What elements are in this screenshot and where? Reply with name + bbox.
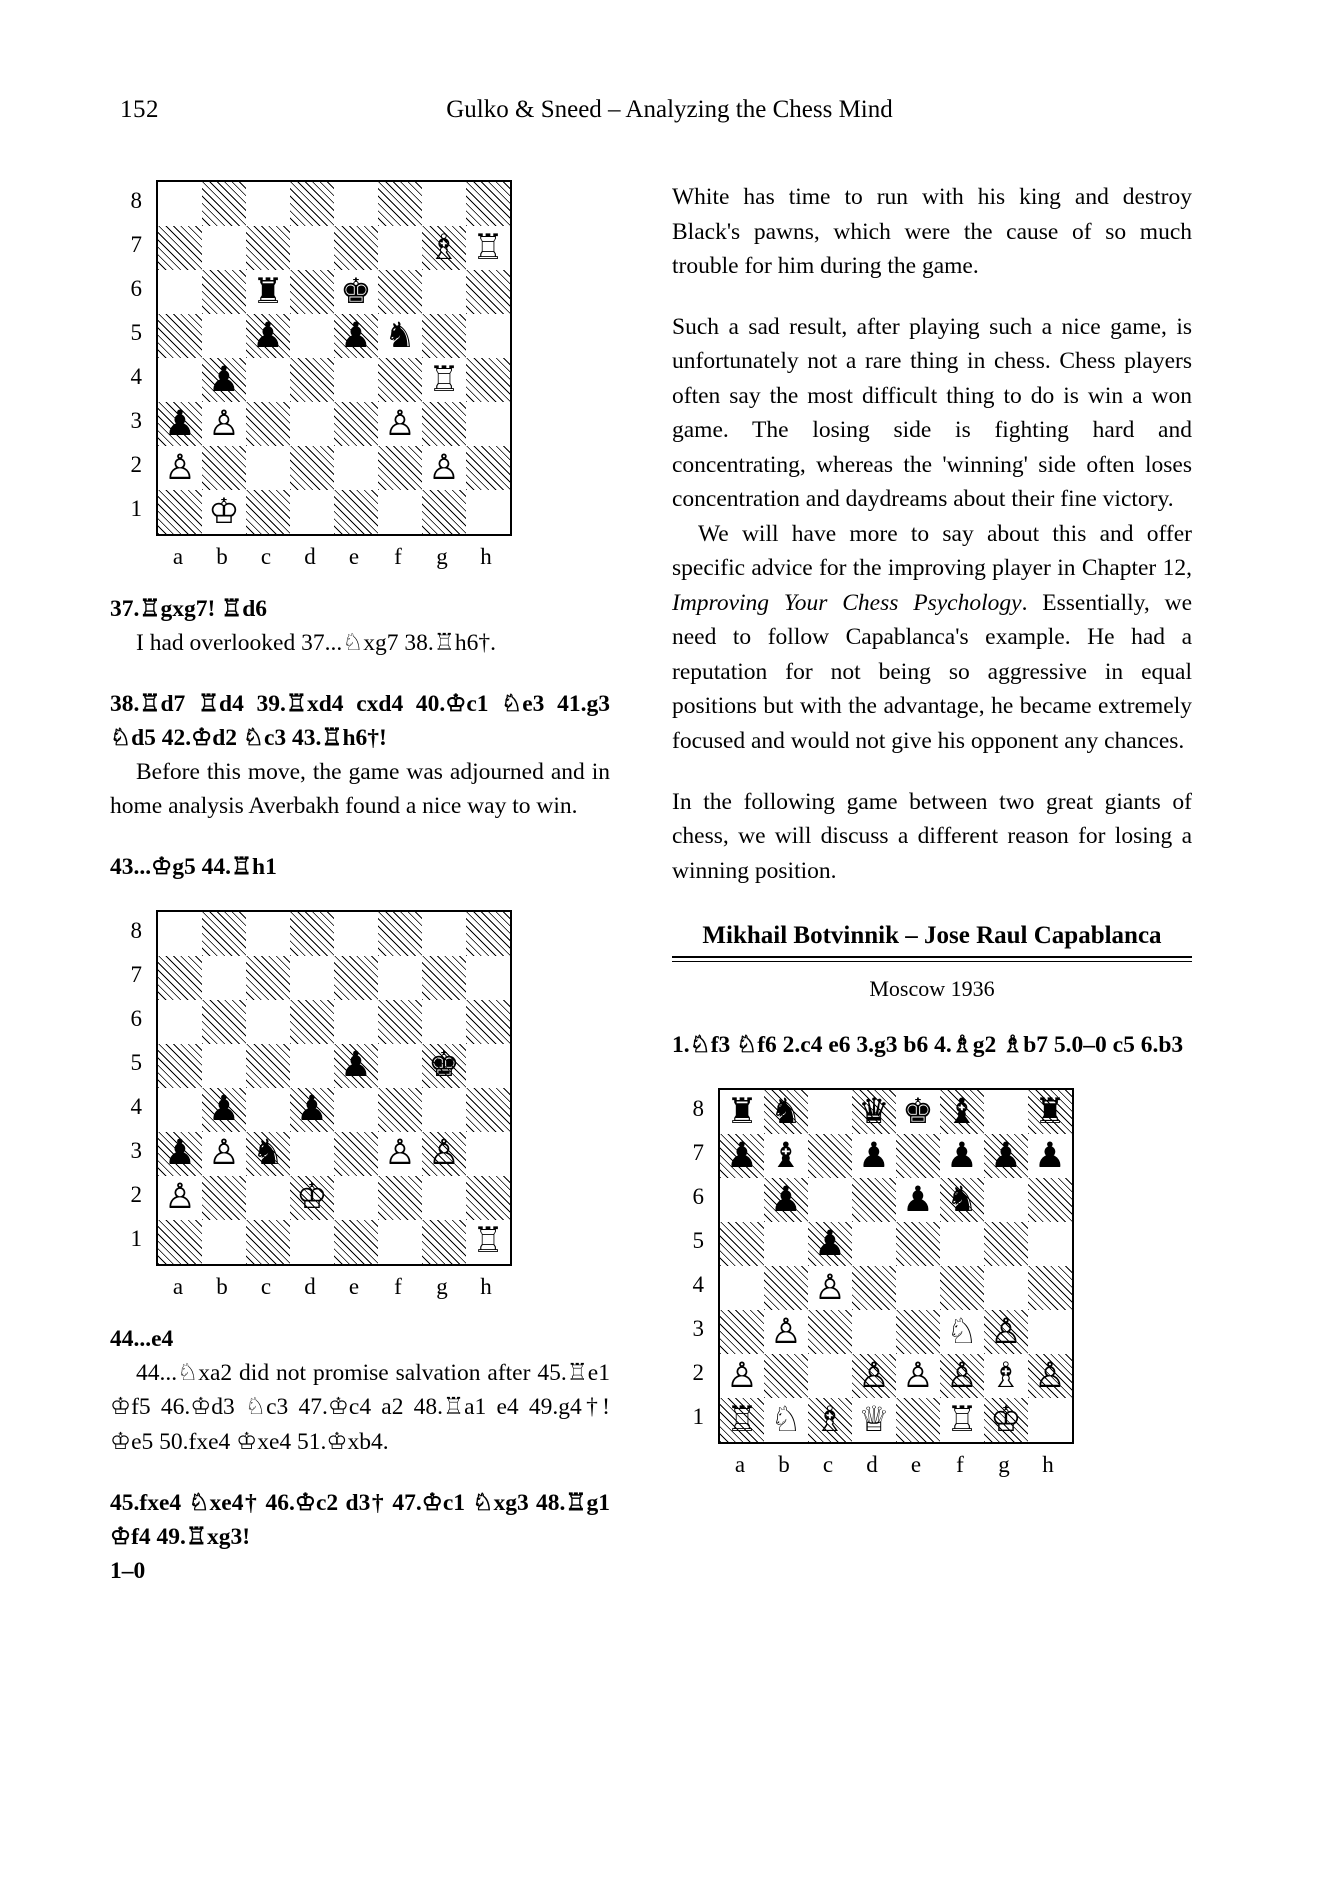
page-number: 152 [120,96,159,123]
square-f7 [378,956,422,1000]
square-a7 [158,226,202,270]
piece-black-c3: ♞ [252,1133,284,1174]
square-a5 [720,1222,764,1266]
square-b8 [202,182,246,226]
square-h6 [466,270,510,314]
rank-label-7: 7 [130,232,142,257]
right-paragraph-3-part-a: We will have more to say about this and offer specific advice for the improving player in Chapter 12, [672,520,1192,582]
square-e4 [334,358,378,402]
square-f1 [378,490,422,534]
rank-label-6: 6 [130,1005,142,1031]
square-d7 [290,956,334,1000]
square-d5 [852,1222,896,1266]
square-a6 [720,1178,764,1222]
square-d8 [290,912,334,956]
square-e7 [334,956,378,1000]
square-g8 [422,912,466,956]
square-a6 [158,1000,202,1044]
file-label-d: d [304,1273,316,1299]
piece-black-f8: ♝ [946,1091,978,1132]
piece-white-g2: ♙ [428,447,460,488]
piece-black-d7: ♟ [858,1135,890,1176]
square-c2 [246,1176,290,1220]
square-c3 [808,1310,852,1354]
piece-white-d2: ♔ [296,1177,328,1218]
square-b2 [202,1176,246,1220]
diagram-3-board [718,1088,1074,1444]
square-d8 [290,182,334,226]
file-label-d: d [866,1452,878,1478]
square-e1 [334,490,378,534]
square-g6 [422,270,466,314]
square-e6 [334,1000,378,1044]
piece-white-a2: ♙ [726,1355,758,1396]
file-label-g: g [436,1273,448,1299]
square-f4 [940,1266,984,1310]
rank-label-6: 6 [130,276,142,301]
piece-white-g2: ♗ [990,1355,1022,1396]
file-label-a: a [172,1273,184,1299]
square-h7 [466,956,510,1000]
rank-label-3: 3 [130,1137,142,1163]
square-g7 [422,956,466,1000]
file-label-e: e [348,544,360,569]
square-g6 [422,1000,466,1044]
square-c8 [246,912,290,956]
square-e8 [334,182,378,226]
right-paragraph-1: White has time to run with his king and destroy Black's pawns, which were the cause of so much trouble for him during the game. [672,184,1192,280]
square-f4 [378,358,422,402]
square-e2 [334,1176,378,1220]
move-line-38-43: 38.♖d7 ♖d4 39.♖xd4 cxd4 40.♔c1 ♘e3 41.g3 ♘d5 42.♔d2 ♘c3 43.♖h6†! [110,690,610,751]
square-a1 [158,490,202,534]
square-a4 [158,1088,202,1132]
square-c8 [246,182,290,226]
file-label-b: b [778,1452,790,1478]
square-f8 [378,182,422,226]
game-result: 1–0 [110,1557,146,1584]
square-h3 [466,402,510,446]
square-d5 [290,1044,334,1088]
square-b4 [764,1266,808,1310]
piece-white-g3: ♙ [428,1133,460,1174]
rank-label-1: 1 [130,496,142,521]
square-c2 [808,1354,852,1398]
diagram-2-board [156,910,512,1266]
page-header [0,96,1339,126]
square-e2 [334,446,378,490]
square-h5 [466,314,510,358]
rank-label-8: 8 [130,917,142,943]
square-h2 [466,446,510,490]
square-e3 [896,1310,940,1354]
square-a1 [158,1220,202,1264]
square-e8 [334,912,378,956]
right-column [672,180,1192,1484]
note-paragraph-1: I had overlooked 37...♘xg7 38.♖h6†. [136,630,496,657]
square-a7 [158,956,202,1000]
square-c5 [246,1044,290,1088]
piece-white-a1: ♖ [726,1399,758,1440]
square-a6 [158,270,202,314]
square-b1 [202,1220,246,1264]
square-b7 [202,226,246,270]
piece-white-f3: ♙ [384,403,416,444]
square-c1 [246,490,290,534]
move-line-43-44: 43...♔g5 44.♖h1 [110,853,277,880]
piece-white-a2: ♙ [164,447,196,488]
square-h1 [1028,1398,1072,1442]
right-paragraph-3 [672,517,1192,759]
square-d4 [852,1266,896,1310]
rank-label-6: 6 [692,1184,704,1210]
file-label-c: c [822,1452,834,1478]
piece-white-g4: ♖ [428,359,460,400]
book-chapter-title: Improving Your Chess Psychology [672,589,1022,616]
piece-black-c5: ♟ [252,315,284,356]
piece-white-h1: ♖ [472,1221,504,1262]
rank-label-3: 3 [130,408,142,433]
piece-black-e8: ♚ [902,1091,934,1132]
square-c4 [246,1088,290,1132]
square-a4 [158,358,202,402]
square-e4 [896,1266,940,1310]
move-line-44e4: 44...e4 [110,1325,174,1352]
piece-black-d8: ♛ [858,1091,890,1132]
move-line-37: 37.♖gxg7! ♖d6 [110,596,268,622]
square-e5 [896,1222,940,1266]
diagram-1-board [156,180,512,536]
square-h8 [466,912,510,956]
rank-label-5: 5 [130,1049,142,1075]
piece-black-d4: ♟ [296,1089,328,1130]
file-label-f: f [394,544,402,569]
square-c6 [808,1178,852,1222]
piece-black-b4: ♟ [208,359,240,400]
rank-label-5: 5 [130,320,142,345]
square-d1 [290,1220,334,1264]
square-b5 [202,314,246,358]
square-b5 [764,1222,808,1266]
piece-white-h2: ♙ [1034,1355,1066,1396]
file-label-a: a [734,1452,746,1478]
file-label-c: c [260,544,272,569]
piece-black-e5: ♟ [340,1045,372,1086]
piece-black-b7: ♝ [770,1135,802,1176]
square-d1 [290,490,334,534]
file-label-h: h [480,1273,492,1299]
rank-label-3: 3 [692,1316,704,1342]
rank-label-4: 4 [130,1093,142,1119]
square-a3 [720,1310,764,1354]
right-paragraph-3-part-b: . Essentially, we need to follow Capablanca's example. He had a reputation for not being so aggressive in equal positions but with the advantage, he became extremely focused and would not give his opponent any chances. [672,589,1193,754]
square-e1 [334,1220,378,1264]
piece-white-b3: ♙ [770,1311,802,1352]
piece-white-g7: ♗ [428,227,460,268]
piece-white-g3: ♙ [990,1311,1022,1352]
square-c7 [246,226,290,270]
square-c3 [246,402,290,446]
file-label-e: e [910,1452,922,1478]
square-d3 [290,402,334,446]
square-f8 [378,912,422,956]
file-label-b: b [216,1273,228,1299]
piece-white-f1: ♖ [946,1399,978,1440]
piece-white-a2: ♙ [164,1177,196,1218]
file-label-d: d [304,544,316,569]
square-f2 [378,1176,422,1220]
square-h1 [466,490,510,534]
square-e3 [334,1132,378,1176]
square-e3 [334,402,378,446]
square-h5 [1028,1222,1072,1266]
square-h8 [466,182,510,226]
piece-black-b8: ♞ [770,1091,802,1132]
square-g3 [422,402,466,446]
square-d6 [290,1000,334,1044]
file-label-f: f [394,1273,402,1299]
square-a8 [158,182,202,226]
piece-black-a3: ♟ [164,403,196,444]
piece-black-f6: ♞ [946,1179,978,1220]
square-h5 [466,1044,510,1088]
square-g5 [984,1222,1028,1266]
square-g1 [422,1220,466,1264]
square-d6 [852,1178,896,1222]
file-label-h: h [480,544,492,569]
note-paragraph-2: Before this move, the game was adjourned and in home analysis Averbakh found a nice way to win. [110,758,610,820]
piece-black-f5: ♞ [384,315,416,356]
piece-white-c1: ♗ [814,1399,846,1440]
square-a5 [158,1044,202,1088]
square-b8 [202,912,246,956]
piece-black-g7: ♟ [990,1135,1022,1176]
square-g6 [984,1178,1028,1222]
square-c7 [246,956,290,1000]
square-h2 [466,1176,510,1220]
square-f5 [378,1044,422,1088]
rank-label-8: 8 [130,188,142,213]
rank-label-7: 7 [692,1140,704,1166]
diagram-2 [110,910,512,1306]
square-b7 [202,956,246,1000]
file-label-a: a [172,544,184,569]
square-c7 [808,1134,852,1178]
square-d5 [290,314,334,358]
file-label-b: b [216,544,228,569]
square-e7 [896,1134,940,1178]
square-a5 [158,314,202,358]
piece-black-e6: ♚ [340,271,372,312]
square-f1 [378,1220,422,1264]
square-h4 [466,358,510,402]
square-f2 [378,446,422,490]
piece-black-e5: ♟ [340,315,372,356]
rank-label-2: 2 [130,452,142,477]
game-heading: Mikhail Botvinnik – Jose Raul Capablanca [702,922,1162,950]
square-g1 [422,490,466,534]
square-g8 [422,182,466,226]
square-d7 [290,226,334,270]
piece-white-g1: ♔ [990,1399,1022,1440]
piece-white-d1: ♕ [858,1399,890,1440]
square-h3 [466,1132,510,1176]
square-c6 [246,1000,290,1044]
rank-label-1: 1 [130,1225,142,1251]
piece-white-b1: ♘ [770,1399,802,1440]
diagram-1-wrapper [110,180,610,576]
file-label-c: c [260,1273,272,1299]
rank-label-1: 1 [692,1404,704,1430]
piece-white-f3: ♘ [946,1311,978,1352]
square-f6 [378,1000,422,1044]
square-d4 [290,358,334,402]
rank-label-5: 5 [692,1228,704,1254]
game-event-location: Moscow 1936 [869,976,995,1002]
rank-label-4: 4 [130,364,142,389]
piece-black-h8: ♜ [1034,1091,1066,1132]
diagram-2-wrapper [110,910,610,1306]
rank-label-2: 2 [692,1360,704,1386]
square-c8 [808,1090,852,1134]
piece-black-a3: ♟ [164,1133,196,1174]
piece-white-e2: ♙ [902,1355,934,1396]
square-e4 [334,1088,378,1132]
file-label-h: h [1042,1452,1054,1478]
piece-black-a7: ♟ [726,1135,758,1176]
piece-black-f7: ♟ [946,1135,978,1176]
left-column [110,180,610,1588]
piece-white-b3: ♙ [208,403,240,444]
square-b6 [202,1000,246,1044]
square-g5 [422,314,466,358]
piece-black-g5: ♚ [428,1045,460,1086]
file-label-g: g [436,544,448,569]
square-d2 [290,446,334,490]
right-paragraph-4: In the following game between two great giants of chess, we will discuss a different reason for losing a winning position. [672,788,1192,884]
square-c2 [246,446,290,490]
square-b2 [202,446,246,490]
square-h6 [1028,1178,1072,1222]
note-paragraph-3: 44...♘xa2 did not promise salvation after 45.♖e1 ♔f5 46.♔d3 ♘c3 47.♔c4 a2 48.♖a1 e4 49.g4†! ♔e5 50.fxe4 ♔xe4 51.♔xb4. [110,1359,610,1455]
square-a8 [158,912,202,956]
piece-black-e6: ♟ [902,1179,934,1220]
square-c1 [246,1220,290,1264]
square-c4 [246,358,290,402]
square-d3 [852,1310,896,1354]
square-g4 [422,1088,466,1132]
square-h6 [466,1000,510,1044]
rank-label-4: 4 [692,1272,704,1298]
opening-moves: 1.♘f3 ♘f6 2.c4 e6 3.g3 b6 4.♗g2 ♗b7 5.0–0 c5 6.b3 [672,1032,1184,1059]
square-g8 [984,1090,1028,1134]
square-d3 [290,1132,334,1176]
piece-white-h7: ♖ [472,227,504,268]
piece-black-h7: ♟ [1034,1135,1066,1176]
diagram-3-wrapper [672,1088,1192,1484]
file-label-e: e [348,1273,360,1299]
file-label-g: g [998,1452,1010,1478]
piece-black-b4: ♟ [208,1089,240,1130]
square-e7 [334,226,378,270]
square-h3 [1028,1310,1072,1354]
square-d6 [290,270,334,314]
piece-black-b6: ♟ [770,1179,802,1220]
piece-white-b3: ♙ [208,1133,240,1174]
square-g4 [984,1266,1028,1310]
piece-white-d2: ♙ [858,1355,890,1396]
square-b2 [764,1354,808,1398]
piece-black-c5: ♟ [814,1223,846,1264]
square-g2 [422,1176,466,1220]
diagram-3 [672,1088,1074,1484]
diagram-1 [110,180,512,576]
square-e1 [896,1398,940,1442]
rank-label-2: 2 [130,1181,142,1207]
square-f7 [378,226,422,270]
square-h4 [1028,1266,1072,1310]
piece-white-f3: ♙ [384,1133,416,1174]
square-h4 [466,1088,510,1132]
rank-label-8: 8 [692,1096,704,1122]
square-b6 [202,270,246,314]
square-a4 [720,1266,764,1310]
file-label-f: f [956,1452,964,1478]
square-f5 [940,1222,984,1266]
piece-black-a8: ♜ [726,1091,758,1132]
square-b5 [202,1044,246,1088]
running-title: Gulko & Sneed – Analyzing the Chess Mind [446,96,893,123]
square-f6 [378,270,422,314]
piece-black-c6: ♜ [252,271,284,312]
square-f4 [378,1088,422,1132]
rank-label-7: 7 [130,961,142,987]
right-paragraph-2: Such a sad result, after playing such a nice game, is unfortunately not a rare thing in chess. Chess players often say the most difficult thing to do is win a won game. The losing side is fighting hard and concentrating, whereas the 'winning' side often loses concentration and daydreams about their fine victory. [672,313,1192,513]
heading-rule [672,956,1192,962]
move-line-45-49: 45.fxe4 ♘xe4† 46.♔c2 d3† 47.♔c1 ♘xg3 48.♖g1 ♔f4 49.♖xg3! [110,1489,610,1550]
piece-white-b1: ♔ [208,491,240,532]
piece-white-c4: ♙ [814,1267,846,1308]
piece-white-f2: ♙ [946,1355,978,1396]
